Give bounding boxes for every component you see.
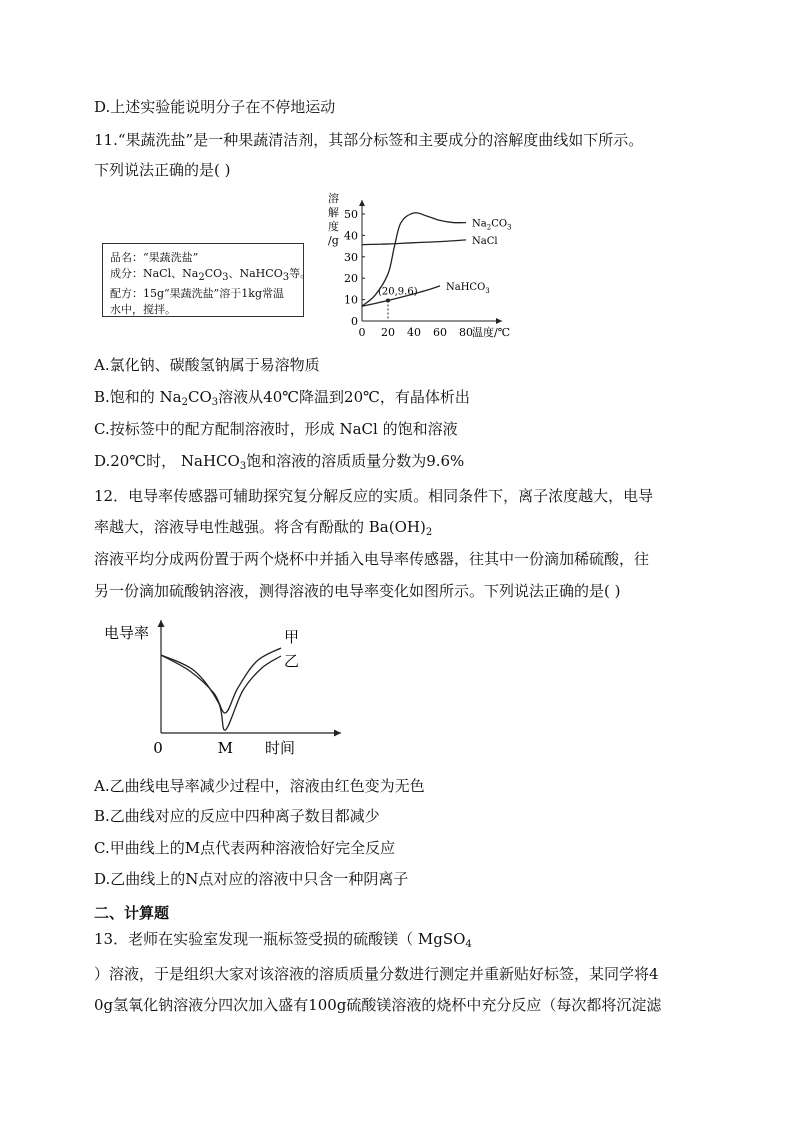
series-label-NaCl: NaCl <box>472 235 498 247</box>
q10-option-d: D.上述实验能说明分子在不停地运动 <box>94 98 336 116</box>
y-tick-label: 30 <box>344 250 358 264</box>
q12-option-d: D.乙曲线上的N点对应的溶液中只含一种阴离子 <box>94 870 409 888</box>
label-formula-1: 配方：15g“果蔬洗盐”溶于1kg常温 <box>110 287 284 300</box>
q11-option-c: C.按标签中的配方配制溶液时，形成 NaCl 的饱和溶液 <box>94 420 458 438</box>
x-tick-label: 0 <box>358 326 366 339</box>
y-axis-arrow <box>359 200 365 206</box>
x-tick-label: 60 <box>433 326 447 339</box>
y-axis-label-char: 度 <box>328 220 339 233</box>
series-line-乙 <box>161 655 281 730</box>
q12-option-c: C.甲曲线上的M点代表两种溶液恰好完全反应 <box>94 839 396 857</box>
y-tick-label: 50 <box>344 208 358 221</box>
q12-option-a: A.乙曲线电导率减少过程中，溶液由红色变为无色 <box>94 777 425 795</box>
x-axis-label: 时间 <box>265 739 296 757</box>
x-tick-label: 40 <box>407 326 421 339</box>
m-marker-label: M <box>217 739 233 757</box>
solubility-chart <box>322 192 522 342</box>
q11-option-a: A.氯化钠、碳酸氢钠属于易溶物质 <box>94 356 320 374</box>
q11-stem-line2: 下列说法正确的是( ) <box>94 161 231 179</box>
label-formula-2: 水中，搅拌。 <box>110 303 176 316</box>
label-name: 品名：“果蔬洗盐” <box>110 251 199 264</box>
annotation-label: (20,9.6) <box>378 286 418 298</box>
series-label-甲: 甲 <box>284 628 300 646</box>
label-composition: 成分：NaCl、Na2CO3、NaHCO3等。 <box>110 267 312 283</box>
x-tick-label: 80 <box>459 326 473 339</box>
q12-stem-line1: 12．电导率传感器可辅助探究复分解反应的实质。相同条件下，离子浓度越大，电导 <box>94 487 654 505</box>
y-tick-label: 40 <box>344 229 358 243</box>
q13-line2: ）溶液，于是组织大家对该溶液的溶质质量分数进行测定并重新贴好标签，某同学将4 <box>94 965 659 983</box>
q12-option-b: B.乙曲线对应的反应中四种离子数目都减少 <box>94 807 380 825</box>
series-label-乙: 乙 <box>284 652 300 670</box>
q11-stem-line1: 11.“果蔬洗盐”是一种果蔬清洁剂，其部分标签和主要成分的溶解度曲线如下所示。 <box>94 131 644 149</box>
y-tick-label: 10 <box>344 293 358 307</box>
x-axis-arrow <box>334 730 341 737</box>
series-label-Na2CO3: $Na_2CO_3$ <box>472 218 512 232</box>
series-line-甲 <box>161 648 281 713</box>
y-axis-label-char: 溶 <box>328 192 339 205</box>
q12-stem-line4: 另一份滴加硫酸钠溶液，测得溶液的电导率变化如图所示。下列说法正确的是( ) <box>94 582 621 600</box>
x-axis-label: 温度/℃ <box>472 326 511 339</box>
q13-line3: 0g氢氧化钠溶液分四次加入盛有100g硫酸镁溶液的烧杯中充分反应（每次都将沉淀滤 <box>94 996 662 1014</box>
y-axis-arrow <box>158 620 165 627</box>
section-title: 二、计算题 <box>94 904 170 922</box>
series-line-NaCl <box>362 240 466 245</box>
y-tick-label: 0 <box>351 315 358 328</box>
y-axis-label: 电导率 <box>104 624 150 642</box>
x-tick-label: 20 <box>381 326 395 339</box>
conductivity-chart <box>100 618 320 758</box>
q12-stem-line2: 率越大，溶液导电性越强。将含有酚酞的 $Ba(OH)_2$ <box>94 518 433 538</box>
series-label-NaHCO3: NaHCO$_3$ <box>446 281 490 295</box>
y-tick-label: 20 <box>344 272 358 286</box>
q11-option-d: D.20℃时， NaHCO$_3$饱和溶液的溶质质量分数为9.6% <box>94 452 465 472</box>
q12-stem-line3: 溶液平均分成两份置于两个烧杯中并插入电导率传感器，往其中一份滴加稀硫酸，往 <box>94 550 650 568</box>
product-label <box>102 243 312 317</box>
q13-line1: 13．老师在实验室发现一瓶标签受损的硫酸镁（ MgSO$_4$ <box>94 930 472 950</box>
y-axis-label-char: /g <box>328 234 339 247</box>
q11-option-b: B.饱和的 $Na_2CO_3$溶液从40℃降温到20℃，有晶体析出 <box>94 388 470 408</box>
y-axis-label-char: 解 <box>328 206 339 219</box>
origin-label: 0 <box>153 739 163 757</box>
x-axis-arrow <box>496 318 502 324</box>
